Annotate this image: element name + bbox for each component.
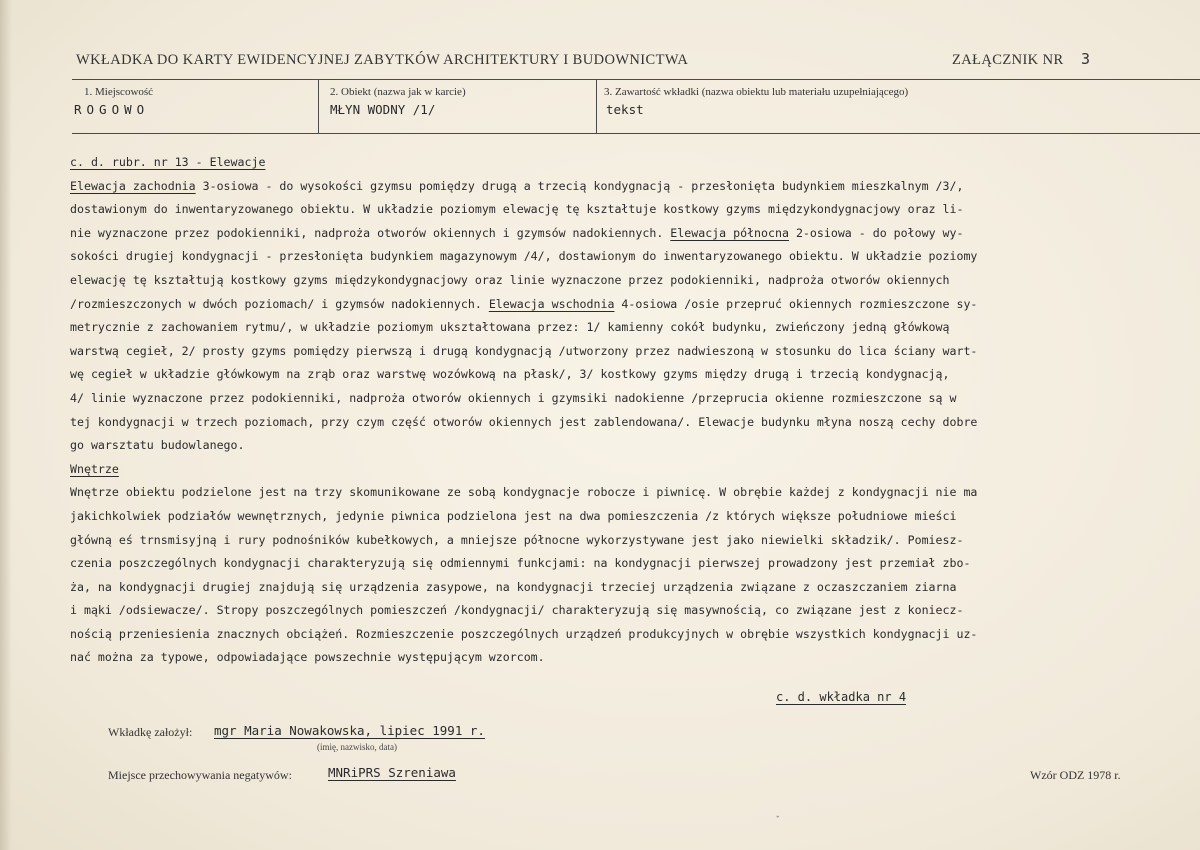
interior-text-line: główną eś trnsmisyjną i rury podnośników kubełkowych, a mniejsze północne wykorzystywane jest jako niewielki składzik/. Pomiesz- bbox=[70, 532, 964, 547]
interior-text-line: nością przeniesienia znacznych obciążeń. Rozmieszczenie poszczególnych urządzeń produkcyjnych w obrębie wszystkich kondygnacji uz- bbox=[70, 626, 978, 641]
text-run: nie wyznaczone przez podokienniki, nadproża otworów okiennych i gzymsów nadokiennych. bbox=[70, 225, 671, 240]
elevation-text-line bbox=[70, 198, 1190, 222]
document-title: WKŁADKA DO KARTY EWIDENCYJNEJ ZABYTKÓW ARCHITEKTURY I BUDOWNICTWA bbox=[76, 52, 689, 68]
elevation-text-line bbox=[70, 363, 1190, 387]
elevation-text-line bbox=[70, 175, 1190, 199]
underlined-phrase: Elewacja północna bbox=[670, 225, 789, 240]
author-hint: (imię, nazwisko, data) bbox=[317, 742, 397, 752]
interior-paragraph bbox=[70, 481, 1190, 670]
author-label: Wkładkę założył: bbox=[108, 725, 193, 739]
elevations-paragraph bbox=[70, 175, 1190, 458]
interior-text-line: nać można za typowe, odpowiadające powszechnie występującym wzorcom. bbox=[70, 650, 545, 665]
text-run: 4/ linie wyznaczone przez podokienniki, nadproża otworów okiennych i gzymsiki nadokienne /przeprucia okienne rozmieszczone są w bbox=[70, 390, 957, 405]
elevation-text-line bbox=[70, 340, 1190, 364]
elevation-text-line bbox=[70, 434, 1190, 458]
field-box-bottom-border bbox=[72, 133, 1200, 134]
elevation-text-line bbox=[70, 245, 1190, 269]
text-run: sokości drugiej kondygnacji - przesłonięta budynkiem magazynowym /4/, dostawionym do inwentaryzowanego obiektu. W układzie poziomy bbox=[70, 249, 978, 264]
elevation-text-line bbox=[70, 293, 1190, 317]
text-run: metrycznie z zachowaniem rytmu/, w układzie poziomym ukształtowana przez: 1/ kamienny cokół budynku, zwieńczony jedną główkową bbox=[70, 320, 950, 335]
negatives-label: Miejsce przechowywania negatywów: bbox=[108, 768, 292, 782]
text-run: 4-osiowa /osie przepruć okiennych rozmieszczone sy- bbox=[614, 296, 978, 311]
text-run: wę cegieł w układzie główkowym na zrąb oraz warstwę wozówkową na płask/, 3/ kostkowy gzyms między drugą i trzecią kondygnacją, bbox=[70, 367, 950, 382]
locality-label: 1. Miejscowość bbox=[84, 86, 154, 98]
elevation-text-line bbox=[70, 222, 1190, 246]
interior-heading: Wnętrze bbox=[70, 461, 119, 476]
elevation-text-line bbox=[70, 411, 1190, 435]
document-body bbox=[70, 151, 1190, 670]
text-run: 2-osiowa - do połowy wy- bbox=[788, 225, 964, 240]
elevation-text-line bbox=[70, 269, 1190, 293]
negatives-value: MNRiPRS Szreniawa bbox=[328, 765, 456, 780]
interior-text-line: jakichkolwiek podziałów wewnętrznych, jedynie piwnica podzielona jest na dwa pomieszczenia /z których większe południowe mieści bbox=[70, 508, 957, 523]
section-heading: c. d. rubr. nr 13 - Elewacje bbox=[70, 155, 266, 169]
interior-text-line: i mąki /odsiewacze/. Stropy poszczególnych pomieszczeń /kondygnacji/ charakteryzują się masywnością, co związane jest z koniecz- bbox=[70, 603, 964, 618]
paper-speck: ˇ bbox=[775, 816, 781, 826]
text-run: warstwą cegieł, 2/ prosty gzyms pomiędzy pierwszą i drugą kondygnacją /utworzony przez nadwieszoną w stosunku do lica ściany wart- bbox=[70, 343, 978, 358]
interior-text-line: czenia poszczególnych kondygnacji charakteryzują się odmiennymi funkcjami: na kondygnacji pierwszej prowadzony jest przemiał zbo- bbox=[70, 556, 971, 571]
paper-edge-shadow bbox=[0, 0, 12, 850]
author-value: mgr Maria Nowakowska, lipiec 1991 r. bbox=[214, 723, 485, 738]
text-run: go warsztatu budowlanego. bbox=[70, 438, 245, 453]
text-run: 3-osiowa - do wysokości gzymsu pomiędzy drugą a trzecią kondygnacją - przesłonięta budynkiem mieszkalnym /3/, bbox=[195, 178, 964, 193]
continued-note: c. d. wkładka nr 4 bbox=[776, 690, 907, 704]
contents-value: tekst bbox=[606, 102, 644, 117]
field-divider-1 bbox=[318, 80, 319, 133]
annex-label: ZAŁĄCZNIK NR bbox=[952, 52, 1064, 68]
interior-text-line: ża, na kondygnacji drugiej znajdują się urządzenia zasypowe, na kondygnacji trzeciej urządzenia związane z oczaszczaniem ziarna bbox=[70, 579, 957, 594]
object-label: 2. Obiekt (nazwa jak w karcie) bbox=[330, 86, 466, 98]
object-value: MŁYN WODNY /1/ bbox=[330, 102, 436, 117]
field-divider-2 bbox=[596, 80, 597, 133]
text-run: dostawionym do inwentaryzowanego obiektu. W układzie poziomym elewację tę kształtuje kostkowy gzyms międzykondygnacjowy oraz li- bbox=[70, 202, 964, 217]
underlined-phrase: Elewacja zachodnia bbox=[70, 178, 196, 193]
interior-text-line: Wnętrze obiektu podzielone jest na trzy skomunikowane ze sobą kondygnacje robocze i piwnicę. W obrębie każdej z kondygnacji nie ma bbox=[70, 485, 978, 500]
form-model: Wzór ODZ 1978 r. bbox=[1030, 768, 1121, 782]
locality-value: ROGOWO bbox=[74, 102, 150, 117]
elevation-text-line bbox=[70, 316, 1190, 340]
annex-number: 3 bbox=[1081, 50, 1091, 68]
text-run: tej kondygnacji w trzech poziomach, przy czym część otworów okiennych jest zablendowana/. Elewacje budynku młyna noszą cechy dobre bbox=[70, 414, 978, 429]
underlined-phrase: Elewacja wschodnia bbox=[488, 296, 615, 311]
contents-label: 3. Zawartość wkładki (nazwa obiektu lub materiału uzupełniającego) bbox=[604, 86, 909, 98]
text-run: elewację tę kształtują kostkowy gzyms międzykondygnacjowy oraz linie wyznaczone przez podokienniki, nadproża otworów okiennych bbox=[70, 272, 950, 287]
elevation-text-line bbox=[70, 387, 1190, 411]
text-run: /rozmieszczonych w dwóch poziomach/ i gzymsów nadokiennych. bbox=[70, 296, 489, 311]
field-box-top-border bbox=[72, 79, 1200, 80]
